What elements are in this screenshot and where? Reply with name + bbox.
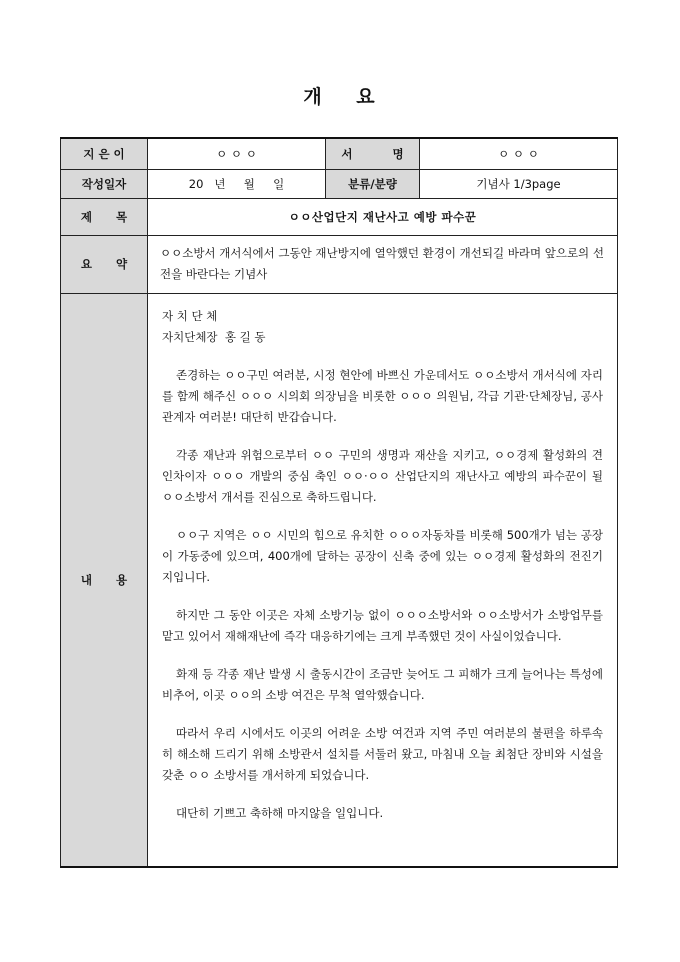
summary-row	[61, 235, 618, 293]
greeting-line: 자 치 단 체	[162, 308, 218, 323]
category-label: 분류/분량	[326, 169, 420, 198]
document-title: 개 요	[303, 86, 377, 108]
subject-row	[61, 198, 618, 235]
body-paragraph: 하지만 그 동안 이곳은 자체 소방기능 없이 ㅇㅇㅇ소방서와 ㅇㅇ소방서가 소방업무를 맡고 있어서 재해재난에 즉각 대응하기에는 크게 부족했던 것이 사실이었습니다.	[162, 607, 603, 643]
author-value: ㅇ ㅇ ㅇ	[148, 138, 326, 169]
content-row	[61, 293, 618, 867]
body-paragraph: 대단히 기쁘고 축하해 마지않을 일입니다.	[176, 805, 384, 820]
document-info-table	[60, 137, 618, 868]
subject-value: ㅇㅇ산업단지 재난사고 예방 파수꾼	[148, 198, 618, 235]
signature-label: 서 명	[326, 138, 420, 169]
body-paragraph: 따라서 우리 시에서도 이곳의 어려운 소방 여건과 지역 주민 여러분의 불편을 하루속히 해소해 드리기 위해 소방관서 설치를 서둘러 왔고, 마침내 오늘 최첨단 장비와 시설을 갖춘 ㅇㅇ 소방서를 개서하게 되었습니다.	[162, 725, 603, 782]
author-label: 지 은 이	[61, 138, 148, 169]
body-paragraph: 화재 등 각종 재난 발생 시 출동시간이 조금만 늦어도 그 피해가 크게 늘어나는 특성에 비추어, 이곳 ㅇㅇ의 소방 여건은 무척 열악했습니다.	[162, 666, 603, 702]
date-row	[61, 169, 618, 198]
body-paragraph: 존경하는 ㅇㅇ구민 여러분, 시정 현안에 바쁘신 가운데서도 ㅇㅇ소방서 개서식에 자리를 함께 해주신 ㅇㅇㅇ 시의회 의장님을 비롯한 ㅇㅇㅇ 의원님, 각급 기관·단체장님, 공사 관계자 여러분! 대단히 반갑습니다.	[162, 367, 603, 424]
date-value: 20 년 월 일	[148, 169, 326, 198]
content-body	[148, 293, 618, 867]
author-row	[61, 138, 618, 169]
subject-label: 제 목	[61, 198, 148, 235]
content-label: 내 용	[61, 293, 148, 867]
date-label: 작성일자	[61, 169, 148, 198]
summary-value: ㅇㅇ소방서 개서식에서 그동안 재난방지에 열악했던 환경이 개선되길 바라며 앞으로의 선전을 바란다는 기념사	[148, 235, 618, 293]
summary-label: 요 약	[61, 235, 148, 293]
body-paragraph: 각종 재난과 위험으로부터 ㅇㅇ 구민의 생명과 재산을 지키고, ㅇㅇ경제 활성화의 견인차이자 ㅇㅇㅇ 개발의 중심 축인 ㅇㅇ·ㅇㅇ 산업단지의 재난사고 예방의 파수꾼이 될 ㅇㅇ소방서 개서를 진심으로 축하드립니다.	[162, 447, 603, 504]
signature-value: ㅇ ㅇ ㅇ	[420, 138, 618, 169]
greeting-line: 자치단체장 홍 길 동	[162, 329, 266, 344]
body-paragraph: ㅇㅇ구 지역은 ㅇㅇ 시민의 힘으로 유치한 ㅇㅇㅇ자동차를 비롯해 500개가 넘는 공장이 가동중에 있으며, 400개에 달하는 공장이 신축 중에 있는 ㅇㅇ경제 활성화의 전진기지입니다.	[162, 527, 603, 584]
category-value: 기념사 1/3page	[420, 169, 618, 198]
